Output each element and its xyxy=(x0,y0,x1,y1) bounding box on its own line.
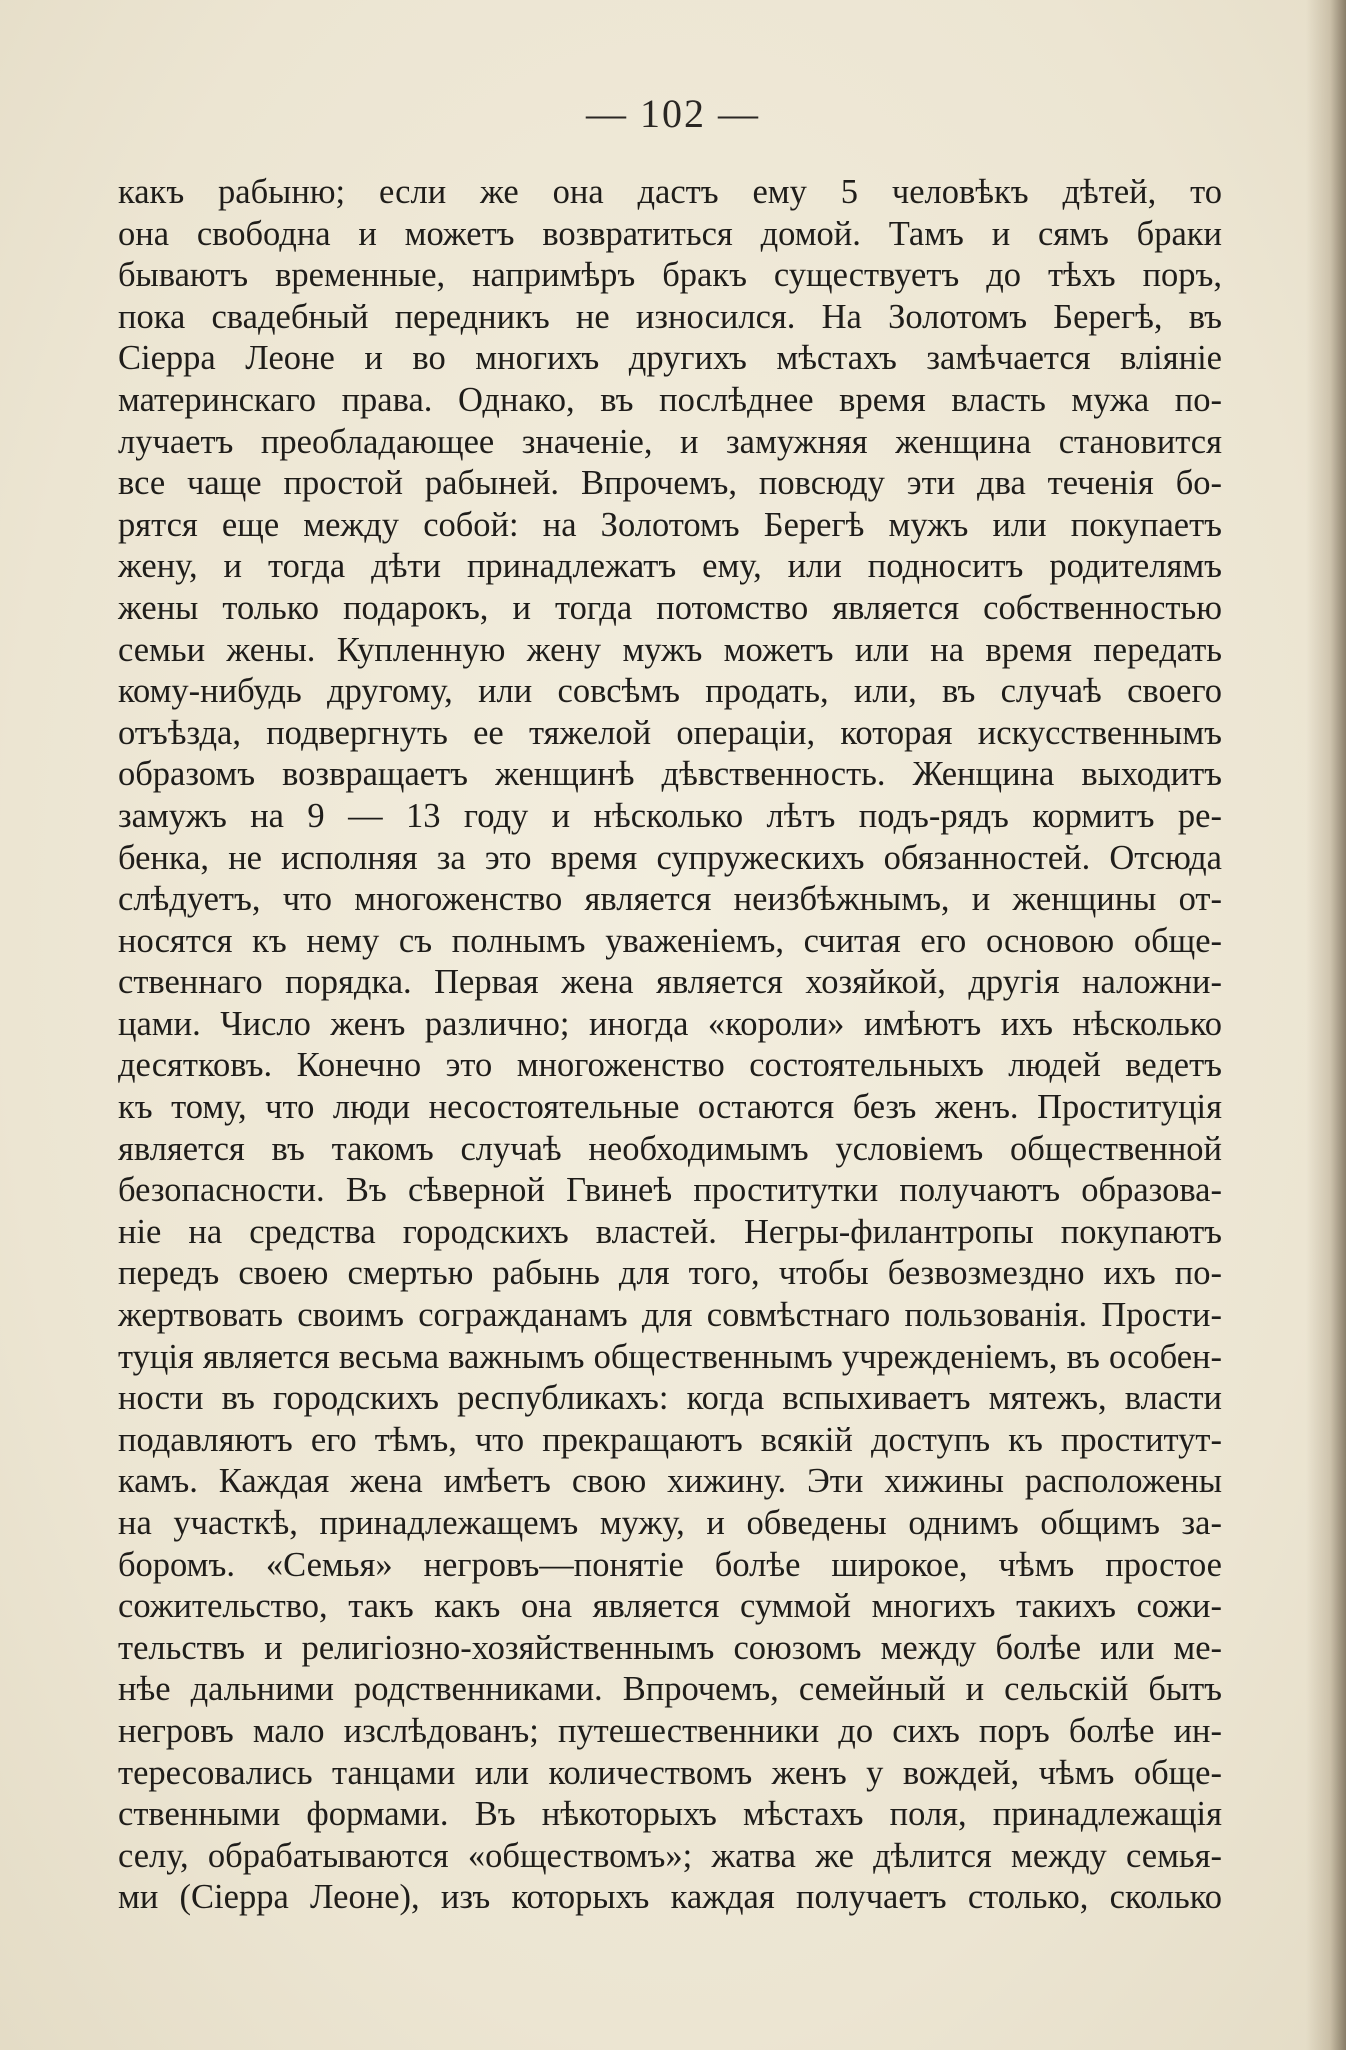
text-line: передъ своею смертью рабынь для того, чтобы безвозмездно ихъ по- xyxy=(118,1254,1222,1293)
text-line: ственными формами. Въ нѣкоторыхъ мѣстахъ поля, принадлежащія xyxy=(118,1795,1222,1834)
page-number: — 102 — xyxy=(586,91,760,136)
body-text xyxy=(118,172,1222,1919)
text-line: къ тому, что люди несостоятельные остаются безъ женъ. Проституція xyxy=(118,1088,1222,1127)
text-line: все чаще простой рабыней. Впрочемъ, повсюду эти два теченія бо- xyxy=(118,464,1222,503)
text-line: какъ рабыню; если же она дастъ ему 5 человѣкъ дѣтей, то xyxy=(118,173,1222,211)
text-line: ности въ городскихъ республикахъ: когда вспыхиваетъ мятежъ, власти xyxy=(118,1379,1222,1418)
text-line: семьи жены. Купленную жену мужъ можетъ или на время передать xyxy=(118,630,1222,669)
text-line: пока свадебный передникъ не износился. На Золотомъ Берегѣ, въ xyxy=(118,297,1222,336)
text-line: подавляютъ его тѣмъ, что прекращаютъ всякій доступъ къ проститут- xyxy=(118,1420,1222,1459)
text-line: кому-нибудь другому, или совсѣмъ продать, или, въ случаѣ своего xyxy=(118,672,1222,711)
text-line: носятся къ нему съ полнымъ уваженіемъ, считая его основою обще- xyxy=(118,921,1222,960)
text-line: Сіерра Леоне и во многихъ другихъ мѣстахъ замѣчается вліяніе xyxy=(118,339,1222,378)
text-line: образомъ возвращаетъ женщинѣ дѣвственность. Женщина выходитъ xyxy=(118,755,1222,794)
text-line: туція является весьма важнымъ общественнымъ учрежденіемъ, въ особен- xyxy=(118,1337,1222,1376)
text-line: сожительство, такъ какъ она является суммой многихъ такихъ сожи- xyxy=(118,1587,1222,1626)
text-line: лучаетъ преобладающее значеніе, и замужняя женщина становится xyxy=(118,422,1222,461)
text-line: на участкѣ, принадлежащемъ мужу, и обведены однимъ общимъ за- xyxy=(118,1504,1222,1542)
text-line: ми (Сіерра Леоне), изъ которыхъ каждая получаетъ столько, сколько xyxy=(118,1878,1222,1917)
text-line: бенка, не исполняя за это время супружескихъ обязанностей. Отсюда xyxy=(118,838,1222,877)
text-line: камъ. Каждая жена имѣетъ свою хижину. Эти хижины расположены xyxy=(118,1462,1222,1501)
text-line: слѣдуетъ, что многоженство является неизбѣжнымъ, и женщины от- xyxy=(118,880,1222,919)
text-line: боромъ. «Семья» негровъ—понятіе болѣе широкое, чѣмъ простое xyxy=(118,1545,1222,1584)
text-line: ніе на средства городскихъ властей. Негры-филантропы покупаютъ xyxy=(118,1212,1222,1251)
text-line: жертвовать своимъ согражданамъ для совмѣстнаго пользованія. Прости- xyxy=(118,1296,1222,1335)
text-line: безопасности. Въ сѣверной Гвинеѣ проститутки получаютъ образова- xyxy=(118,1171,1222,1210)
text-line: является въ такомъ случаѣ необходимымъ условіемъ общественной xyxy=(118,1129,1222,1168)
text-line: тельствъ и религіозно-хозяйственнымъ союзомъ между болѣе или ме- xyxy=(118,1628,1222,1667)
text-line: замужъ на 9 — 13 году и нѣсколько лѣтъ подъ-рядъ кормитъ ре- xyxy=(118,796,1222,835)
text-line: отъѣзда, подвергнуть ее тяжелой операціи, которая искусственнымъ xyxy=(118,713,1222,752)
text-line: селу, обрабатываются «обществомъ»; жатва же дѣлится между семья- xyxy=(118,1836,1222,1875)
text-line: рятся еще между собой: на Золотомъ Берегѣ мужъ или покупаетъ xyxy=(118,505,1222,544)
spine-shadow xyxy=(1306,0,1346,2050)
text-line: материнскаго права. Однако, въ послѣднее время власть мужа по- xyxy=(118,380,1222,419)
text-line: бываютъ временные, напримѣръ бракъ существуетъ до тѣхъ поръ, xyxy=(118,256,1222,295)
text-line: нѣе дальними родственниками. Впрочемъ, семейный и сельскій бытъ xyxy=(118,1670,1222,1709)
text-line: тересовались танцами или количествомъ женъ у вождей, чѣмъ обще- xyxy=(118,1753,1222,1792)
text-line: она свободна и можетъ возвратиться домой. Тамъ и сямъ браки xyxy=(118,214,1222,253)
text-line: ственнаго порядка. Первая жена является хозяйкой, другія наложни- xyxy=(118,963,1222,1002)
text-line: жену, и тогда дѣти принадлежатъ ему, или подноситъ родителямъ xyxy=(118,547,1222,586)
text-line: негровъ мало изслѣдованъ; путешественники до сихъ поръ болѣе ин- xyxy=(118,1711,1222,1750)
text-line: цами. Число женъ различно; иногда «короли» имѣютъ ихъ нѣсколько xyxy=(118,1004,1222,1043)
text-line: жены только подарокъ, и тогда потомство является собственностью xyxy=(118,588,1222,627)
text-line: десятковъ. Конечно это многоженство состоятельныхъ людей ведетъ xyxy=(118,1046,1222,1085)
